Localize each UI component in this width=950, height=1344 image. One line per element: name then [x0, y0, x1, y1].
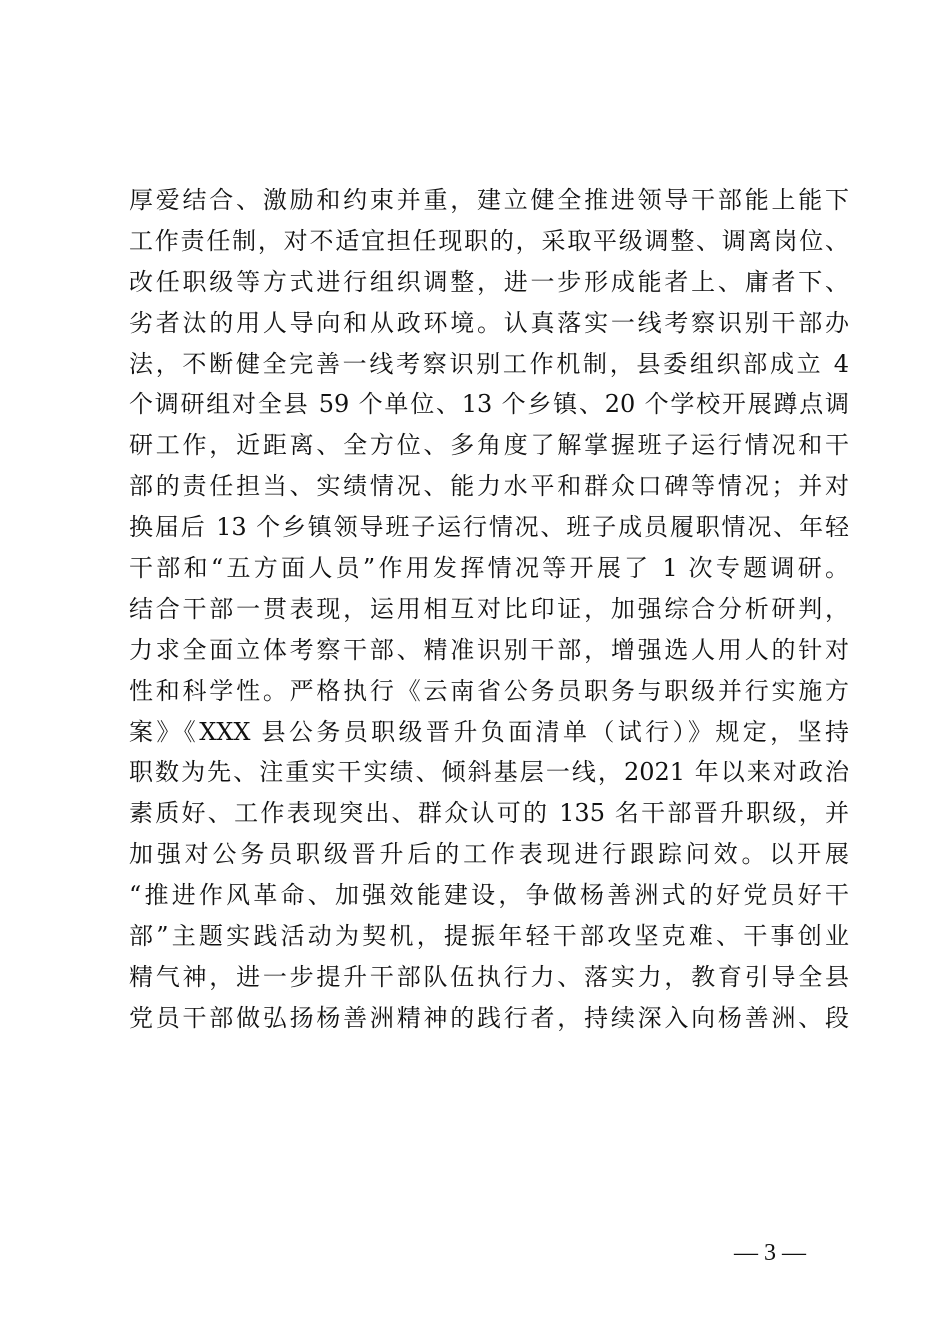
text-line: 素质好、工作表现突出、群众认可的 135 名干部晋升职级，并: [129, 799, 849, 828]
text-line: 案》《XXX 县公务员职级晋升负面清单（试行）》规定，坚持: [129, 717, 849, 746]
text-line: 精气神，进一步提升干部队伍执行力、落实力，教育引导全县: [129, 962, 849, 991]
text-line: “推进作风革命、加强效能建设，争做杨善洲式的好党员好干: [129, 881, 849, 910]
text-line: 部”主题实践活动为契机，提振年轻干部攻坚克难、干事创业: [129, 922, 849, 951]
body-paragraph: [129, 180, 849, 1039]
page-number: — 3 —: [734, 1240, 806, 1266]
text-line: 结合干部一贯表现，运用相互对比印证，加强综合分析研判，: [129, 594, 849, 623]
text-line: 劣者汰的用人导向和从政环境。认真落实一线考察识别干部办: [129, 308, 849, 337]
text-line: 党员干部做弘扬杨善洲精神的践行者，持续深入向杨善洲、段: [129, 1003, 849, 1032]
text-line: 加强对公务员职级晋升后的工作表现进行跟踪问效。以开展: [129, 840, 849, 869]
text-line: 改任职级等方式进行组织调整，进一步形成能者上、庸者下、: [129, 267, 849, 296]
text-line: 力求全面立体考察干部、精准识别干部，增强选人用人的针对: [129, 635, 849, 664]
text-line: 研工作，近距离、全方位、多角度了解掌握班子运行情况和干: [129, 431, 849, 460]
text-line: 换届后 13 个乡镇领导班子运行情况、班子成员履职情况、年轻: [129, 513, 849, 542]
text-line: 部的责任担当、实绩情况、能力水平和群众口碑等情况；并对: [129, 472, 849, 501]
text-line: 干部和“五方面人员”作用发挥情况等开展了 1 次专题调研。: [129, 554, 849, 583]
text-line: 工作责任制，对不适宜担任现职的，采取平级调整、调离岗位、: [129, 226, 849, 255]
text-line: 厚爱结合、激励和约束并重，建立健全推进领导干部能上能下: [129, 186, 849, 214]
text-line: 法，不断健全完善一线考察识别工作机制，县委组织部成立 4: [129, 349, 849, 378]
text-line: 性和科学性。严格执行《云南省公务员职务与职级并行实施方: [129, 676, 849, 705]
text-line: 个调研组对全县 59 个单位、13 个乡镇、20 个学校开展蹲点调: [129, 390, 849, 419]
text-line: 职数为先、注重实干实绩、倾斜基层一线，2021 年以来对政治: [129, 758, 849, 787]
